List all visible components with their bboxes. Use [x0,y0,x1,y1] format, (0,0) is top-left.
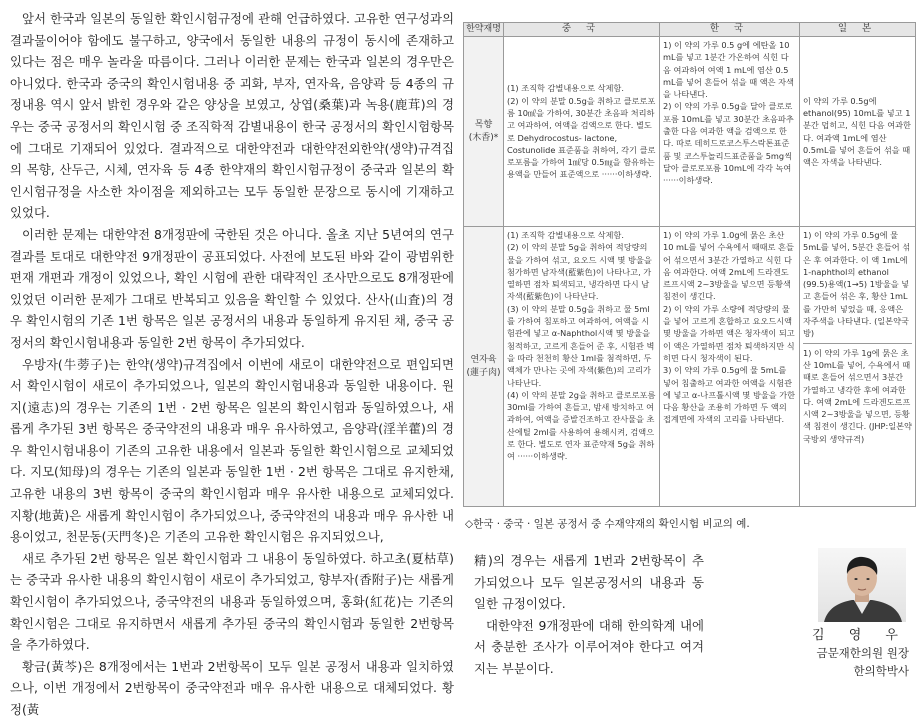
japan-item: 1) 이 약의 가루 0.5g에 물 5mL를 넣어, 5분간 흔들어 섞은 후 여과한다. 이 액 1mL에 1-naphthol의 ethanol (99.5)용액(1→5) 1방울을 넣고 흔들어 섞은 후, 황산 1mL를 가만히 넣었을 때, 응액은 자주색을 나타낸다. (일본약국방) [803,230,911,339]
header-korea: 한 국 [660,23,800,37]
herb-name: 연자육 [470,354,497,365]
china-item: (3) 이 약의 분말 0.5g을 취하고 물 5ml를 가하여 침포하고 여과하여, 여액을 시험관에 넣고 α-Naphthol시액 몇 방울을 첨적하고, 고르게 흔들어 준 후, 시험관 벽을 따라 천천히 황산 1ml를 첨적하면, 두 액체가 만나는 곳에 자색(紫色)의 고리가 나타난다. [507,303,655,388]
herb-name-cell [464,227,504,507]
header-japan: 일 본 [800,23,916,37]
korea-item: 1) 이 약의 가루 0.5 g에 에탄올 10 mL를 넣고 1분간 가온하여 식힌 다음 여과하여 여액 1 mL에 염산 0.5 mL를 넣어 흔들어 섞을 때 액은 자색을 나타낸다. [663,40,794,100]
china-cell [504,227,660,507]
comparison-table [463,22,916,507]
korea-cell [660,227,800,507]
author-photo [818,548,906,622]
header-china: 중 국 [504,23,660,37]
author-name: 김 영 우 [812,628,908,643]
article-right-column [474,550,704,680]
table-header-row [464,23,916,37]
japan-cell [800,37,916,227]
header-herb-name: 한약재명 [464,23,504,37]
table-caption: ◇한국 · 중국 · 일본 공정서 중 수재약재의 확인시험 비교의 예. [465,518,750,530]
korea-item: 3) 이 약의 가루 0.5g에 물 5mL를 넣어 침출하고 여과한 여액을 시험관에 넣고 α-나프톨시액 몇 방울을 가한 다음 황산을 조용히 가하면 두 액의 접계면에 자색의 고리를 나타낸다. [663,365,796,425]
table-row [464,227,916,507]
table-row [464,37,916,227]
herb-name-cell [464,37,504,227]
article-paragraph-5: 황금(黃芩)은 8개정에서는 1번과 2번항목이 모두 일본 공정서 내용과 일치하였으나, 이번 개정에서 2번항목이 중국약전과 매우 유사한 내용으로 대체되었다. 황정(黃 [10,658,454,717]
article-paragraph-2: 이러한 문제는 대한약전 8개정판에 국한된 것은 아니다. 올초 지난 5년여의 연구결과를 토대로 대한약전 9개정판이 공표되었다. 사전에 보도된 바와 같이 광범위한 편재 개편과 개정이 있었으나, 확인 시험에 관한 대략적인 조사만으로도 8개정판에 있었던 이러한 문제가 그대로 반복되고 있음을 확인할 수 있었다. 산사(山査)의 경우 확인시험의 기존 1번 항목은 일본 공정서의 내용과 동일하게 유지된 채, 중국 공정서의 확인시험내용과 동일한 2번 항목이 추가되었다. [10,226,454,350]
herb-name-hanja: (木香)* [468,132,499,143]
article-paragraph-4: 새로 추가된 2번 항목은 일본 확인시험과 그 내용이 동일하였다. 하고초(夏枯草)는 중국과 유사한 내용의 확인시험이 새로이 추가되었고, 향부자(香附子)는 새롭게 확인시험이 추가되었으나, 중국약전의 내용과 동일하였으며, 홍화(紅花)는 기존의 확인시험은 그대로 유지하면서 새롭게 추가된 중국의 확인시험과 동일한 2번항목을 추가하였다. [10,550,454,653]
china-item: (4) 이 약의 분말 2g을 취하고 클로로포름 30ml를 가하여 흔들고, 밤새 방치하고 여과하여, 여액을 증발건조하고 잔사물을 초산에틸 2ml를 사용하여 용해시켜, 검액으로 한다. 별도로 연자 표준약재 5g을 취하여 ······이하생략. [507,389,656,462]
article-main-column [10,8,454,721]
herb-name-hanja: (蓮子肉) [466,367,501,378]
china-cell [504,37,660,227]
japan-item: 이 약의 가루 0.5g에 ethanol(95) 10mL를 넣고 1분간 덥히고, 식힌 다음 여과한다. 여과액 1mL에 염산 0.5mL를 넣어 흔들어 섞을 때 액은 자색을 나타낸다. [803,95,911,168]
herb-name: 목향 [474,119,493,130]
japan-cell [800,227,916,507]
korea-item: 1) 이 약의 가루 1.0g에 묽은 초산 10 mL를 넣어 수욕에서 때때로 흔들어 섞으면서 3분간 가열하고 식힌 다음 여과한다. 여액 2mL에 드라겐도르프시액 2~3방울을 넣으면 등황색 침전이 생긴다. [663,230,794,302]
china-item: (2) 이 약의 분말 0.5g을 취하고 클로로포름 10㎖을 가하여, 30분간 초음파 처리하고 여과하여, 여액을 검액으로 한다. 별도로 Dehydrocostus- lactone, Costunolide 표준품을 취하여, 각기 클로로포름을 가하여 1㎖당 0.5㎎을 함유하는 용액을 만들어 표준액으로 ······이하생략. [507,95,656,180]
japan-item: 1) 이 약의 가루 1g에 묽은 초산 10mL를 넣어, 수욕에서 때때로 흔들어 섞으면서 3분간 가열하고 냉각한 후에 여과한다. 여액 2mL에 드라겐도르프시액 2~3방울을 넣으면, 등황색 침전이 생긴다. (JHP:일본약국방외 생약규격) [803,343,912,445]
korea-cell [660,37,800,227]
korea-item: 2) 이 약의 가루 소량에 적당량의 물을 넣어 고르게 혼합하고 요오드시액 몇 방울을 가하면 액은 청자색이 되고 이 액은 가열하면 점차 퇴색하지만 식히면 다시 청자색이 된다. [663,303,795,363]
korea-item: 2) 이 약의 가루 0.5g을 달아 클로로포름 10mL를 넣고 30분간 초음파추출한 다음 여과한 액을 검액으로 한다. 따로 데히드로코스투스락톤표준품 및 코스투놀리드표준품을 5mg씩 달아 클로로포름 10mL에 각각 녹여······이하생략. [663,101,794,186]
article-paragraph-3: 우방자(牛蒡子)는 한약(생약)규격집에서 이번에 새로이 대한약전으로 편입되면서 확인시험이 새로이 추가되었으나, 일본의 확인시험내용과 동일한 내용이다. 원지(遠志)의 경우는 기존의 1번 · 2번 항목은 일본의 확인시험과 동일하였으나, 새롭게 추가된 3번 항목은 중국약전의 내용과 매우 유사하였고, 음양곽(淫羊藿)의 경우 확인시험내용이 기존의 고유한 내용에서 일본과 동일한 확인시험으로 교체되었다. 지모(知母)의 경우는 기존의 일본과 동일한 1번 · 2번 항목은 그대로 유지한채, 고유한 내용의 3번 항목이 중국의 확인시험과 매우 유사한 내용으로 교체되었다. 지황(地黃)은 새롭게 확인시험이 추가되었으나, 중국약전의 내용과 매우 유사한 내용이었고, 천문동(天門冬)은 기존의 고유한 확인시험은 유지되었으나, [10,356,454,545]
article-closing: 대한약전 9개정판에 대해 한의학계 내에서 충분한 조사가 이루어져야 한다고 여겨지는 부분이다. [474,617,704,676]
china-item: (2) 이 약의 분말 5g을 취하여 적당량의 물을 가하여 섞고, 요오드 시액 몇 방울을 첨가하면 남자색(藍紫色)이 나타나고, 가열하면 점차 퇴색되고, 냉각하면 다시 남자색(藍紫色)이 나타난다. [507,242,652,302]
author-degree: 한의학박사 [853,664,909,678]
china-item: (1) 조직학 감별내용으로 삭제함. [507,83,624,94]
china-item: (1) 조직학 감별내용으로 삭제함. [507,230,624,240]
article-continuation: 精)의 경우는 새롭게 1번과 2번항목이 추가되었으나 모두 일본공정서의 내용과 동일한 규정이었다. [474,553,704,612]
comparison-table-wrapper [463,22,915,507]
author-role: 금문재한의원 원장 [816,646,909,660]
article-paragraph-1: 앞서 한국과 일본의 동일한 확인시험규정에 관해 언급하였다. 고유한 연구성과의 결과물이어야 함에도 불구하고, 양국에서 동일한 내용의 규정이 동시에 존재하고 있다는 점은 매우 놀라울 따름이다. 그러나 이러한 문제는 한국과 일본의 경우만은 아니었다. 한국과 중국의 확인시험내용 중 괴화, 부자, 연자육, 음양곽 등 4종의 규정내용 역시 앞서 밝힌 경우와 같은 양상을 보였고, 상엽(桑葉)과 녹용(鹿茸)의 경우는 중국 공정서의 확인시험 중 조직학적 감별내용이 한국 공정서의 확인시험항목에 그대로 기재되어 있었다. 결과적으로 대한약전과 대한약전외한약(생약)규격집의 목향, 산두근, 시체, 연자육 등 4종 한약재의 확인시험규정이 중국과 일본의 확인시험규정을 사소한 차이점을 제외하고는 모두 동일한 문장으로 동시에 기재하고 있었다. [10,11,454,221]
